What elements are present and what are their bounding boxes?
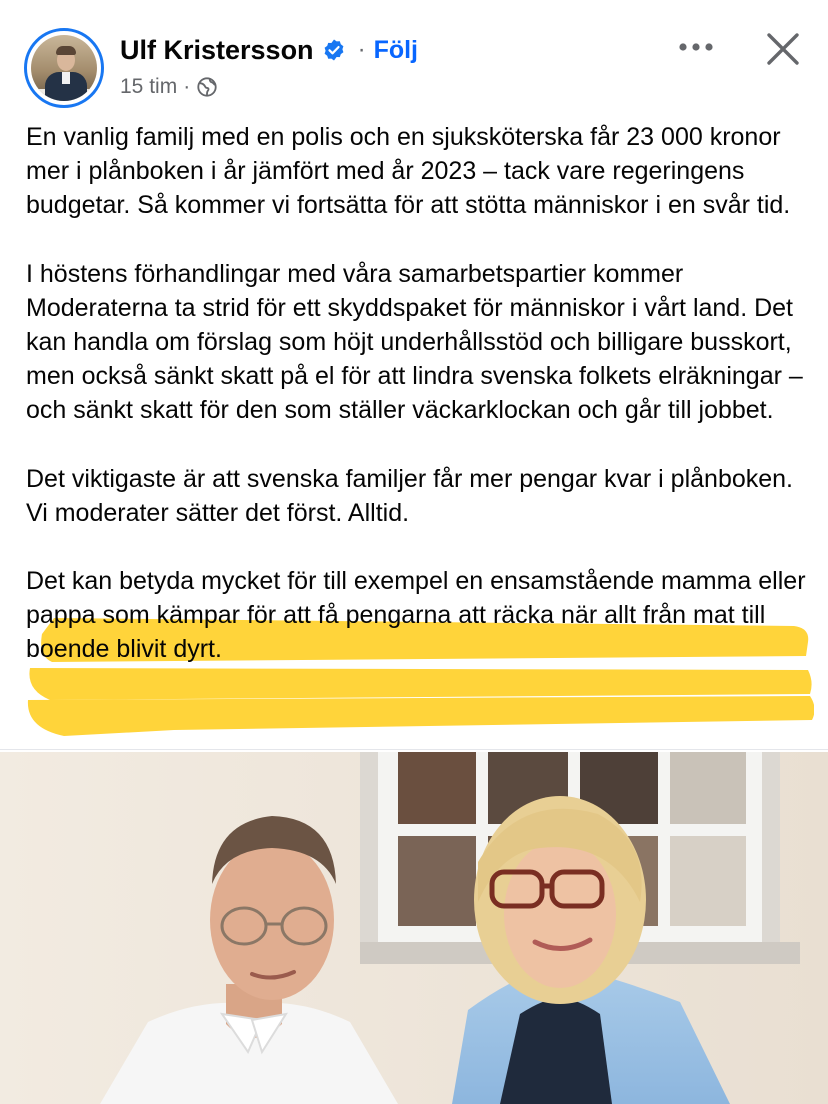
close-icon[interactable]	[764, 30, 802, 68]
post-timestamp[interactable]: 15 tim	[120, 75, 178, 98]
author-row	[120, 30, 418, 70]
follow-button[interactable]: Följ	[373, 35, 418, 64]
separator-dot: ·	[357, 36, 366, 63]
post-photo-image	[0, 752, 828, 1104]
post-paragraph: En vanlig familj med en polis och en sjuksköterska får 23 000 kronor mer i plånboken i år jämfört med år 2023 – tack vare regeringens budgetar. Så kommer vi fortsätta för att stötta människor i en svår tid.	[26, 123, 791, 220]
post-paragraph-highlighted: Det kan betyda mycket för till exempel en ensamstående mamma eller pappa som kämpar för att få pengarna att räcka när allt från mat till boende blivit dyrt.	[26, 567, 806, 664]
post-body	[26, 120, 806, 701]
verified-badge-icon	[322, 38, 346, 62]
avatar-photo	[31, 35, 97, 101]
author-name[interactable]: Ulf Kristersson	[120, 34, 314, 65]
post-header	[0, 0, 828, 115]
globe-icon	[196, 76, 218, 98]
post-meta	[120, 72, 218, 102]
avatar[interactable]	[24, 28, 104, 108]
divider	[0, 749, 828, 750]
more-options-icon[interactable]	[676, 34, 716, 60]
post-photo[interactable]	[0, 752, 828, 1104]
meta-separator: ·	[183, 75, 191, 98]
post-paragraph: I höstens förhandlingar med våra samarbetspartier kommer Moderaterna ta strid för ett skyddspaket för människor i vårt land. Det kan handla om förslag som höjt underhållsstöd och billigare busskort, men också sänkt skatt på el för att lindra svenska folkets elräkningar – och sänkt skatt för den som ställer väckarklockan och går till jobbet.	[26, 259, 803, 425]
post-paragraph: Det viktigaste är att svenska familjer får mer pengar kvar i plånboken. Vi moderater sätter det först. Alltid.	[26, 464, 794, 527]
